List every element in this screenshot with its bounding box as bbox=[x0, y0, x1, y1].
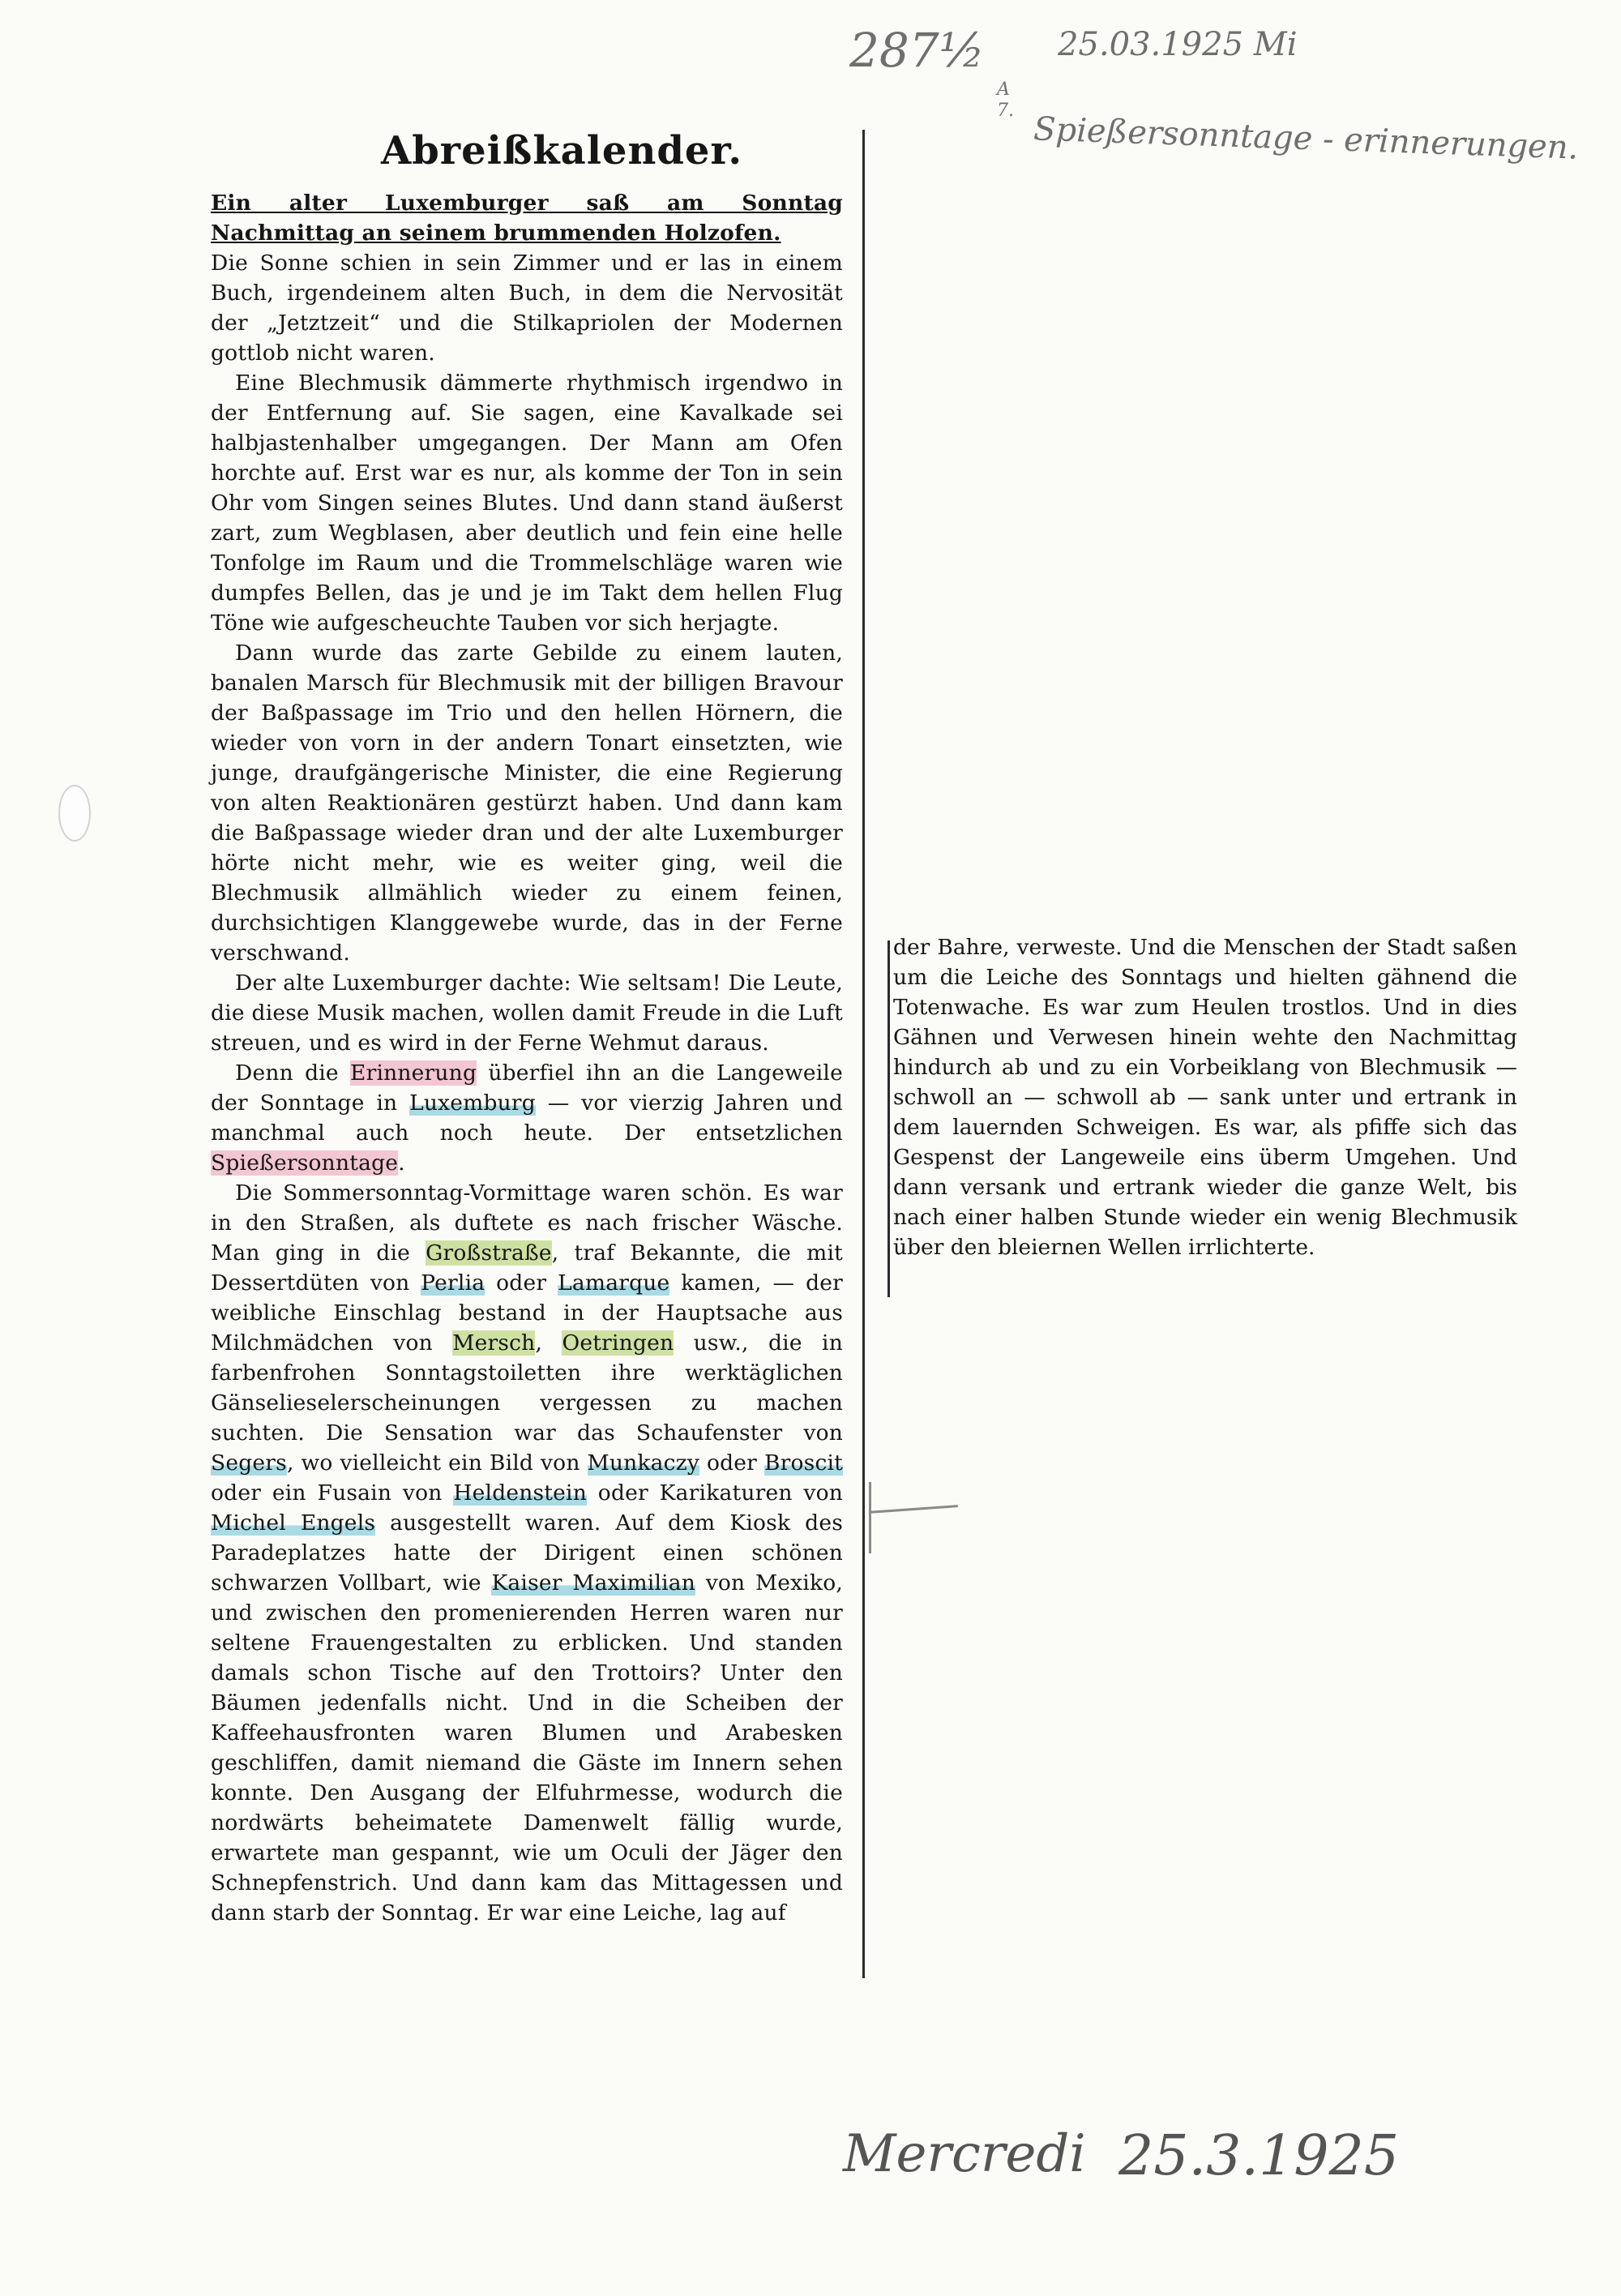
paragraph-6: Die Sommersonntag-Vormittage waren schön. Es war in den Straßen, als duftete es nach frischer Wäsche. Man ging in die Großstraße, traf Bekannte, die mit Dessertdüten von Perlia oder Lamarque kamen, — der weibliche Einschlag bestand in der Hauptsache aus Milchmädchen von Mersch, Oetringen usw., die in farbenfrohen Sonntagstoiletten ihre werktäglichen Gänselieselerscheinungen vergessen zu machen suchten. Die Sensation war das Schaufenster von Segers, wo vielleicht ein Bild von Munkaczy oder Broscit oder ein Fusain von Heldenstein oder Karikaturen von Michel Engels ausgestellt waren. Auf dem Kiosk des Paradeplatzes hatte der Dirigent einen schönen schwarzen Vollbart, wie Kaiser Maximilian von Mexiko, und zwischen den promenierenden Herren waren nur seltene Frauengestalten zu erblicken. Und standen damals schon Tische auf den Trottoirs? Unter den Bäumen jedenfalls nicht. Und in die Scheiben der Kaffeehausfronten waren Blumen und Arabesken geschliffen, damit niemand die Gäste im Innern sehen konnte. Den Ausgang der Elfuhrmesse, wodurch die nordwärts beheimatete Damenwelt fällig wurde, erwartete man gespannt, wie um Oculi der Jäger den Schnepfenstrich. Und dann kam das Mittagessen und dann starb der Sonntag. Er war eine Leiche, lag auf bbox=[211, 1180, 844, 1925]
highlight-oetringen: Oetringen bbox=[562, 1330, 674, 1356]
paragraph-4: Der alte Luxemburger dachte: Wie seltsam! Die Leute, die diese Musik machen, wollen damit Freude in die Luft streuen, und es wird in der Ferne Wehmut daraus. bbox=[211, 970, 843, 1056]
highlight-lamarque: Lamarque bbox=[558, 1270, 670, 1296]
paragraph-continued: der Bahre, verweste. Und die Menschen der Stadt saßen um die Leiche des Sonntags und hielten gähnend die Totenwache. Es war zum Heulen trostlos. Und in dies Gähnen und Verwesen hinein wehte den Nachmittag hindurch ab und zu ein Vorbeiklang von Blechmusik — schwoll an — schwoll ab — sank unter und ertrank in dem lauernden Schweigen. Es war, als pfiffe sich das Gespenst der Langeweile eins überm Umgehen. Und dann versank und ertrank wieder die ganze Welt, bis nach einer halben Stunde wieder ein wenig Blechmusik über den bleiernen Wellen irrlichterte. bbox=[893, 935, 1517, 1260]
handwritten-page-number: 287½ bbox=[849, 23, 985, 78]
highlight-perlia: Perlia bbox=[421, 1270, 485, 1296]
highlight-munkaczy: Munkaczy bbox=[587, 1450, 700, 1476]
highlight-luxemburg: Luxemburg bbox=[409, 1090, 536, 1116]
margin-mark-stroke bbox=[869, 1505, 958, 1514]
highlight-erinnerung: Erinnerung bbox=[350, 1060, 477, 1086]
paragraph-1: Die Sonne schien in sein Zimmer und er las in einem Buch, irgendeinem alten Buch, in dem die Nervosität der „Jetztzeit“ und die Stilkapriolen der Modernen gottlob nicht waren. bbox=[211, 251, 843, 366]
highlight-segers: Segers bbox=[211, 1450, 287, 1476]
handwritten-date-bottom: 25.3.1925 bbox=[1118, 2124, 1400, 2188]
paragraph-3: Dann wurde das zarte Gebilde zu einem lauten, banalen Marsch für Blechmusik mit der billigen Bravour der Baßpassage im Trio und den hellen Hörnern, die wieder von vorn in der andern Tonart einsetzten, wie junge, draufgängerische Minister, die eine Regierung von alten Reaktionären gestürzt haben. Und dann kam die Baßpassage wieder dran und der alte Luxemburger hörte nicht mehr, wie es weiter ging, weil die Blechmusik allmählich wieder zu einem feinen, durchsichtigen Klanggewebe wurde, das in der Ferne verschwand. bbox=[211, 640, 843, 966]
highlight-heldenstein: Heldenstein bbox=[453, 1480, 587, 1506]
article-headline: Abreißkalender. bbox=[381, 128, 743, 173]
highlight-spiesser: Spießersonntage bbox=[211, 1150, 399, 1176]
highlight-engels: Michel Engels bbox=[211, 1510, 376, 1536]
column-rule-left bbox=[862, 130, 865, 1978]
punch-hole bbox=[58, 785, 91, 842]
article-lead: Ein alter Luxemburger saß am Sonntag Nachmittag an seinem brummenden Holzofen. bbox=[211, 191, 843, 246]
highlight-broscit: Broscit bbox=[763, 1450, 844, 1476]
handwritten-note-top: Spießersonntage - erinnerungen. bbox=[1033, 110, 1580, 167]
handwritten-day: Mercredi bbox=[843, 2124, 1086, 2184]
margin-mark bbox=[869, 1482, 871, 1553]
column-rule-right bbox=[887, 940, 890, 1297]
handwritten-date-top: 25.03.1925 Mi bbox=[1058, 26, 1298, 63]
highlight-maximilian: Kaiser Maximilian bbox=[491, 1570, 696, 1596]
article-column-right bbox=[893, 932, 1517, 1262]
paragraph-2: Eine Blechmusik dämmerte rhythmisch irgendwo in der Entfernung auf. Sie sagen, eine Kavalkade sei halbjastenhalber umgegangen. Der Mann am Ofen horchte auf. Erst war es nur, als komme der Ton in sein Ohr vom Singen seines Blutes. Und dann stand äußerst zart, zum Wegblasen, aber deutlich und fein eine helle Tonfolge im Raum und die Trommelschläge waren wie dumpfes Bellen, das je und je im Takt dem hellen Flug Töne wie aufgescheuchte Tauben vor sich herjagte. bbox=[211, 371, 843, 636]
highlight-grossstrasse: Großstraße bbox=[426, 1240, 552, 1266]
handwritten-marks: A 7. bbox=[997, 79, 1014, 121]
highlight-mersch: Mersch bbox=[452, 1330, 536, 1356]
paragraph-5: Denn die Erinnerung überfiel ihn an die Langeweile der Sonntage in Luxemburg — vor vierzig Jahren und manchmal auch noch heute. Der entsetzlichen Spießersonntage. bbox=[211, 1060, 844, 1176]
article-column-left bbox=[211, 188, 843, 1928]
